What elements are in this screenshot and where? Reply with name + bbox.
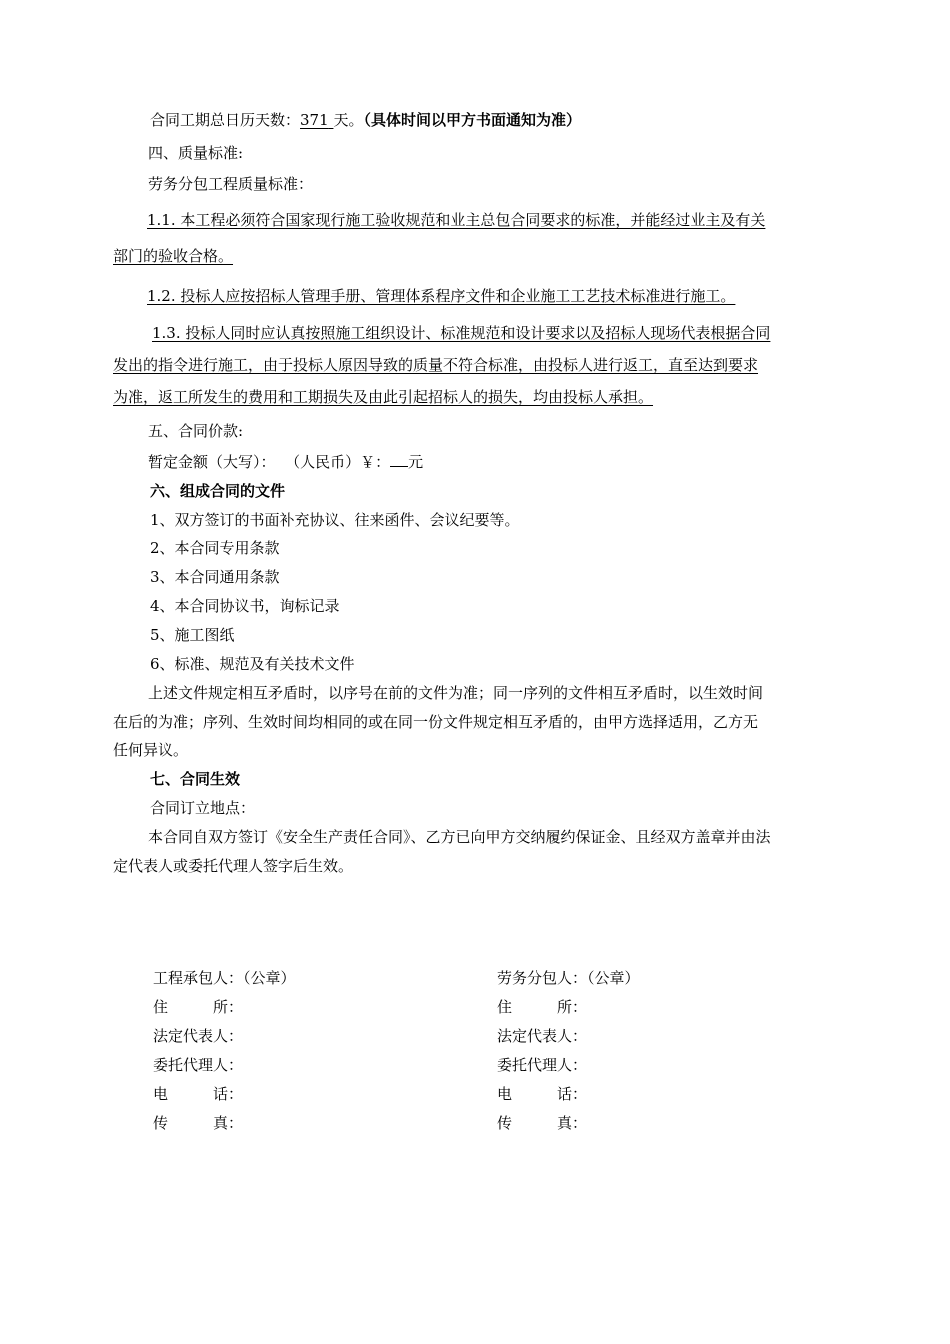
quality-item-1-line1: 1.1. 本工程必须符合国家现行施工验收规范和业主总包合同要求的标准，并能经过业主及有关 <box>147 211 766 229</box>
rmb-label: （人民币）￥： <box>285 453 391 471</box>
amount-label: 暂定金额（大写）： <box>148 453 276 471</box>
contractor-phone: 电 话： <box>153 1085 244 1103</box>
doc-item-4: 4、本合同协议书，询标记录 <box>150 597 340 615</box>
subcontractor-title: 劳务分包人：（公章） <box>497 969 640 987</box>
quality-item-2: 1.2. 投标人应按招标人管理手册、管理体系程序文件和企业施工工艺技术标准进行施工。 <box>147 287 736 305</box>
priority-para-line1: 上述文件规定相互矛盾时，以序号在前的文件为准；同一序列的文件相互矛盾时，以生效时间 <box>148 684 764 702</box>
contractor-legal-rep: 法定代表人： <box>153 1027 244 1045</box>
section4-subheading: 劳务分包工程质量标准： <box>148 175 314 193</box>
duration-note: （具体时间以甲方书面通知为准） <box>363 111 581 129</box>
doc-item-1: 1、双方签订的书面补充协议、往来函件、会议纪要等。 <box>150 511 520 529</box>
quality-item-3-line2: 发出的指令进行施工，由于投标人原因导致的质量不符合标准，由投标人进行返工，直至达到要求 <box>113 356 759 374</box>
quality-item-3-line1: 1.3. 投标人同时应认真按照施工组织设计、标准规范和设计要求以及招标人现场代表根据合同 <box>152 324 771 342</box>
yuan-label: 元 <box>408 453 424 471</box>
amount-line <box>148 452 423 472</box>
section7-heading: 七、合同生效 <box>150 770 241 788</box>
quality-item-1-line2: 部门的验收合格。 <box>113 247 234 265</box>
amount-blank <box>390 452 408 467</box>
section4-heading: 四、质量标准: <box>148 144 244 162</box>
contractor-title: 工程承包人：（公章） <box>153 969 296 987</box>
effect-para-line1: 本合同自双方签订《安全生产责任合同》、乙方已向甲方交纳履约保证金、且经双方盖章并由法 <box>148 828 771 846</box>
effect-para-line2: 定代表人或委托代理人签字后生效。 <box>113 857 354 875</box>
subcontractor-address: 住 所： <box>497 998 588 1016</box>
priority-para-line3: 任何异议。 <box>113 741 189 759</box>
signing-place: 合同订立地点： <box>150 799 256 817</box>
section6-heading: 六、组成合同的文件 <box>150 482 286 500</box>
contractor-fax: 传 真： <box>153 1114 244 1132</box>
contract-duration-line <box>150 110 581 130</box>
subcontractor-agent: 委托代理人： <box>497 1056 588 1074</box>
duration-unit: 天。 <box>333 111 364 129</box>
contractor-agent: 委托代理人： <box>153 1056 244 1074</box>
doc-item-5: 5、施工图纸 <box>150 626 235 644</box>
subcontractor-legal-rep: 法定代表人： <box>497 1027 588 1045</box>
quality-item-3-line3: 为准，返工所发生的费用和工期损失及由此引起招标人的损失，均由投标人承担。 <box>113 388 654 406</box>
doc-item-6: 6、标准、规范及有关技术文件 <box>150 655 355 673</box>
doc-item-3: 3、本合同通用条款 <box>150 568 280 586</box>
subcontractor-phone: 电 话： <box>497 1085 588 1103</box>
contractor-address: 住 所： <box>153 998 244 1016</box>
priority-para-line2: 在后的为准；序列、生效时间均相同的或在同一份文件规定相互矛盾的，由甲方选择适用，乙方无 <box>113 713 759 731</box>
doc-item-2: 2、本合同专用条款 <box>150 539 280 557</box>
duration-prefix: 合同工期总日历天数： <box>150 111 301 129</box>
section5-heading: 五、合同价款: <box>148 422 244 440</box>
subcontractor-fax: 传 真： <box>497 1114 588 1132</box>
duration-days: 371 <box>300 111 329 129</box>
